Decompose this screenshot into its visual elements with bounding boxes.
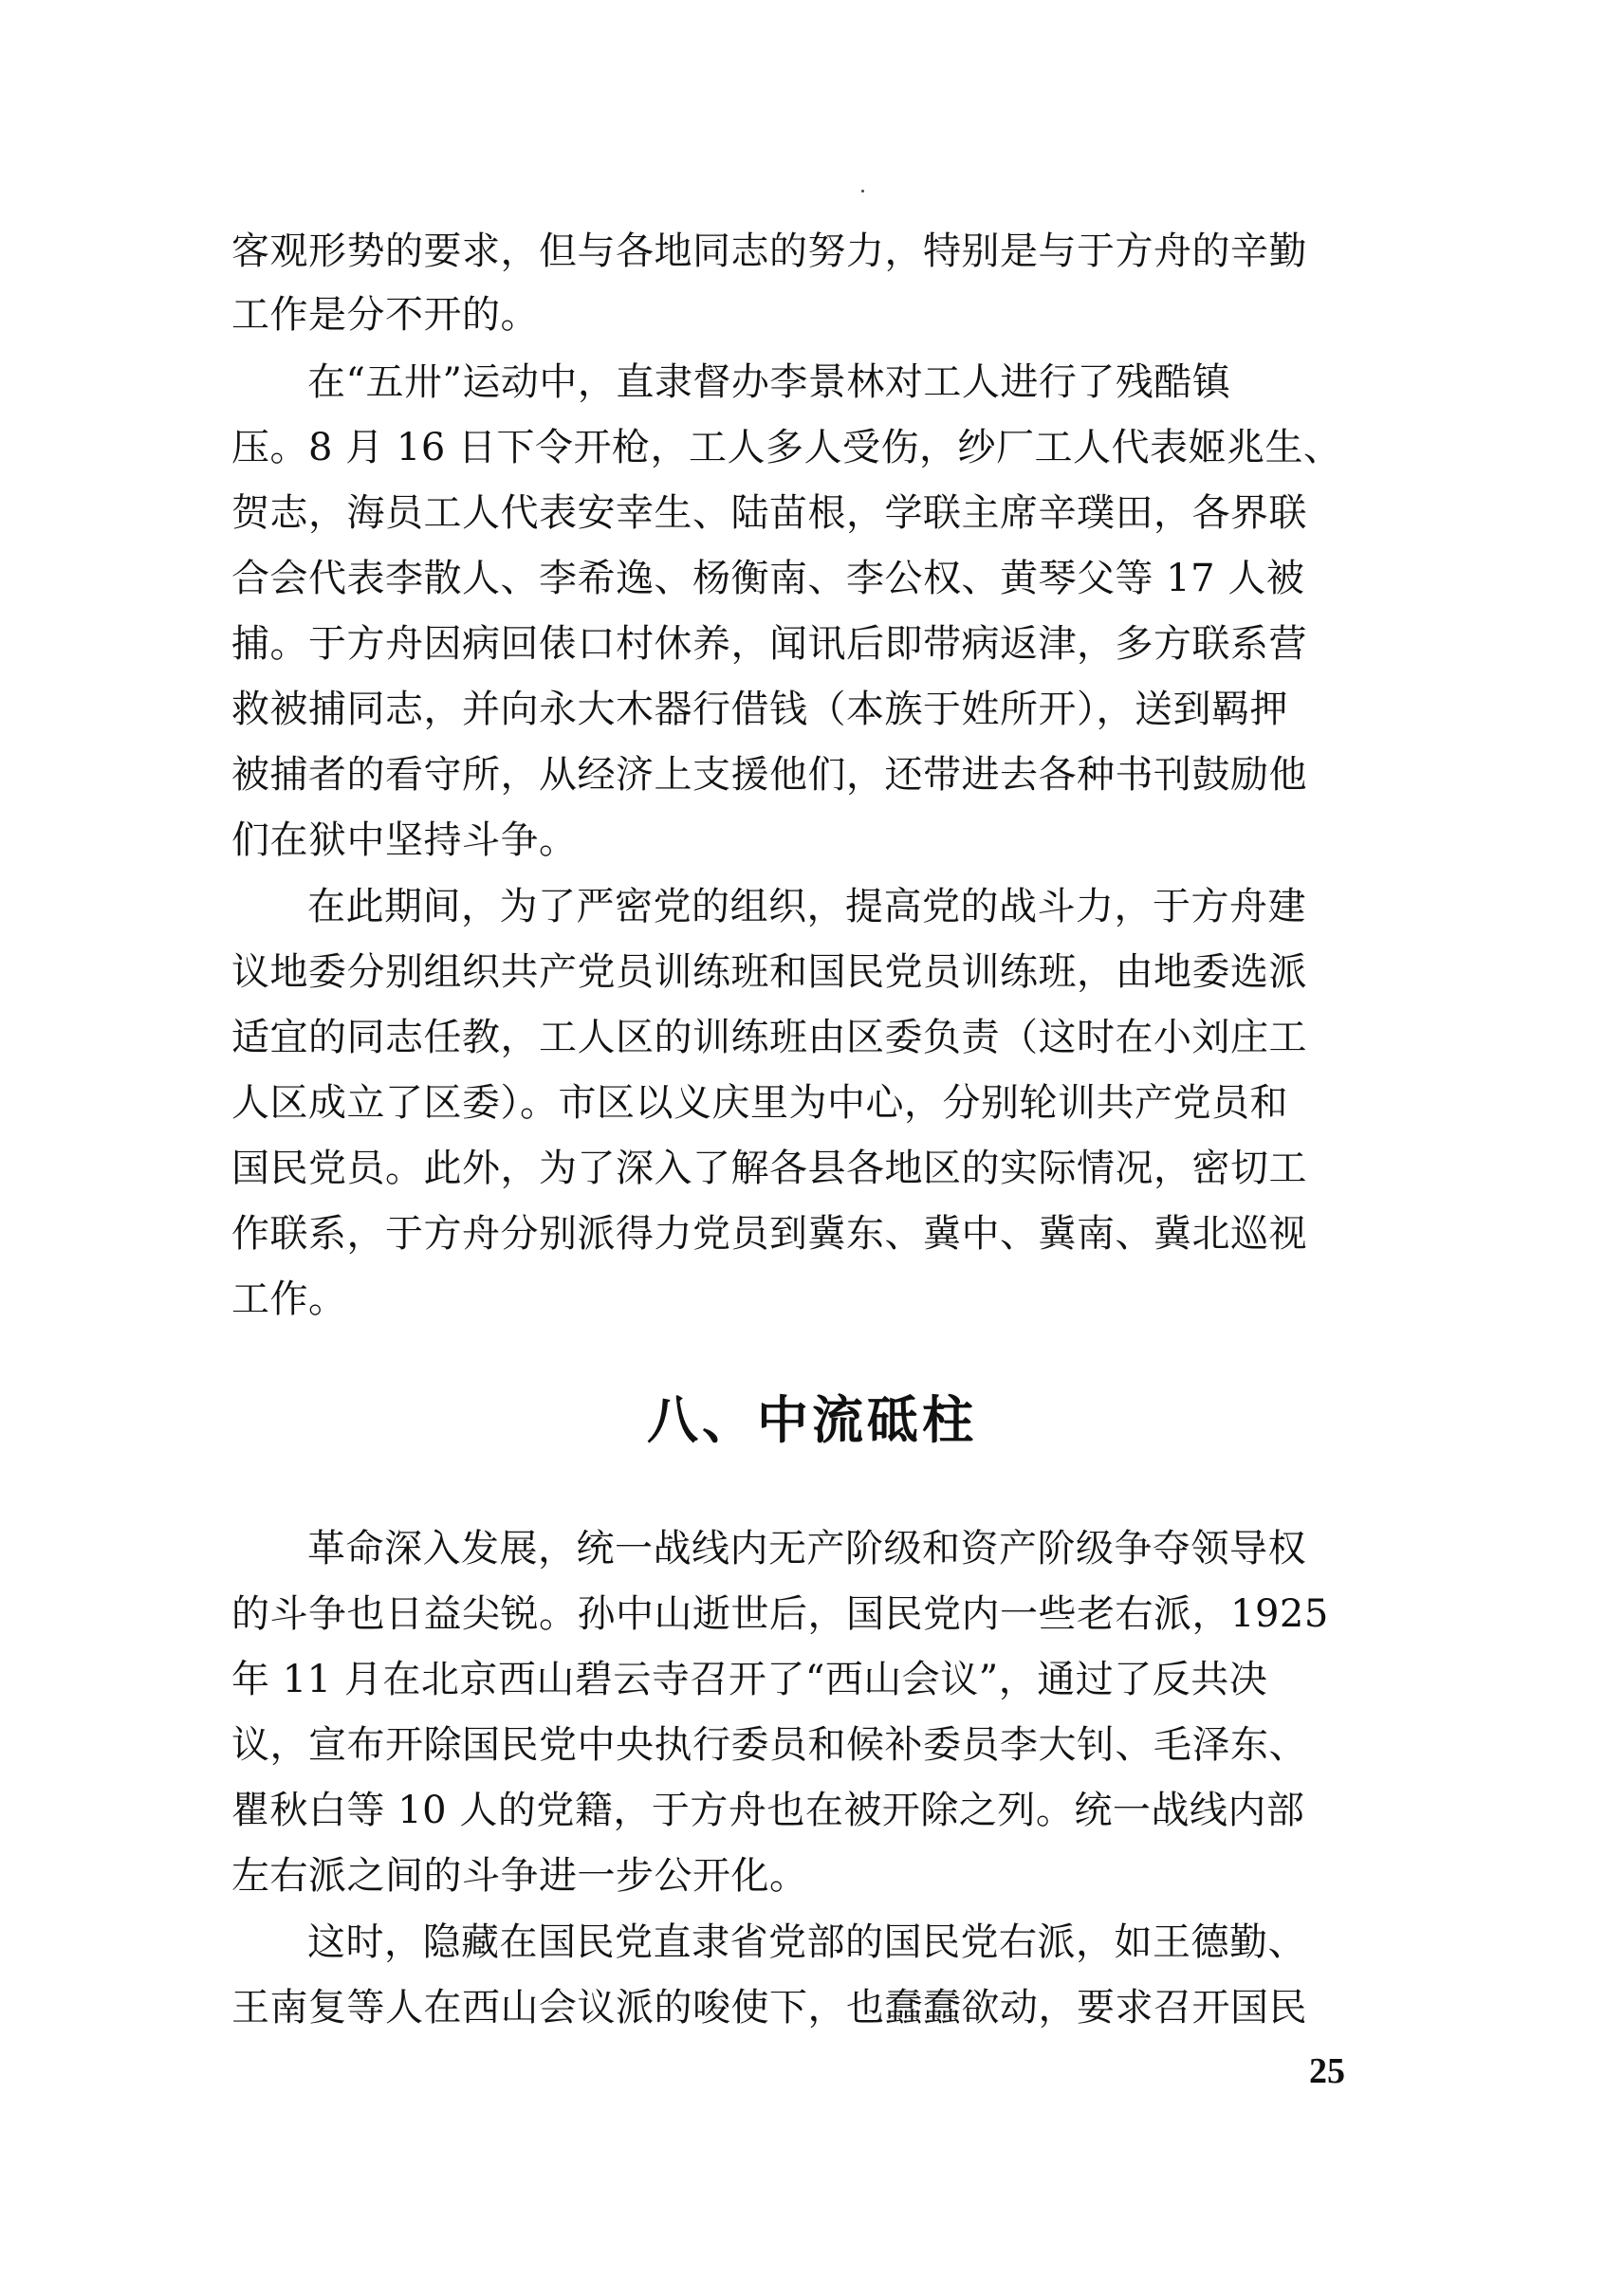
text-line: 人区成立了区委）。市区以义庆里为中心，分别轮训共产党员和 bbox=[231, 1081, 1288, 1125]
text-line: 救被捕同志，并向永大木器行借钱（本族于姓所开），送到羁押 bbox=[231, 688, 1288, 731]
text-line: 在“五卅”运动中，直隶督办李景林对工人进行了残酷镇 bbox=[307, 360, 1231, 404]
text-line: 年 11 月在北京西山碧云寺召开了“西山会议”，通过了反共决 bbox=[231, 1658, 1268, 1701]
text-line: 捕。于方舟因病回俵口村休养，闻讯后即带病返津，多方联系营 bbox=[231, 622, 1307, 666]
text-line: 们在狱中坚持斗争。 bbox=[231, 818, 578, 862]
text-line: 国民党员。此外，为了深入了解各县各地区的实际情况，密切工 bbox=[231, 1147, 1307, 1190]
text-line: 合会代表李散人、李希逸、杨衡南、李公权、黄琴父等 17 人被 bbox=[231, 557, 1305, 600]
text-line: 这时，隐藏在国民党直隶省党部的国民党右派，如王德勤、 bbox=[307, 1920, 1306, 1964]
text-line: 客观形势的要求，但与各地同志的努力，特别是与于方舟的辛勤 bbox=[231, 230, 1307, 273]
text-line: 革命深入发展，统一战线内无产阶级和资产阶级争夺领导权 bbox=[307, 1527, 1306, 1570]
text-line: 作联系，于方舟分别派得力党员到冀东、冀中、冀南、冀北巡视 bbox=[231, 1212, 1307, 1256]
text-line: 工作。 bbox=[231, 1277, 347, 1321]
text-line: 被捕者的看守所，从经济上支援他们，还带进去各种书刊鼓励他 bbox=[231, 753, 1307, 797]
text-line: 王南复等人在西山会议派的唆使下，也蠢蠢欲动，要求召开国民 bbox=[231, 1986, 1307, 2030]
text-line: 在此期间，为了严密党的组织，提高党的战斗力，于方舟建 bbox=[307, 885, 1306, 928]
text-line: 适宜的同志任教，工人区的训练班由区委负责（这时在小刘庄工 bbox=[231, 1016, 1307, 1059]
text-line: 贺志，海员工人代表安幸生、陆苗根，学联主席辛璞田，各界联 bbox=[231, 491, 1307, 535]
text-line: 压。8 月 16 日下令开枪，工人多人受伤，纱厂工人代表姬兆生、 bbox=[231, 426, 1342, 469]
section-heading: 八、中流砥柱 bbox=[647, 1389, 977, 1450]
text-line: 工作是分不开的。 bbox=[231, 293, 539, 337]
text-line: 的斗争也日益尖锐。孙中山逝世后，国民党内一些老右派，1925 bbox=[231, 1592, 1329, 1636]
text-line: 瞿秋白等 10 人的党籍，于方舟也在被开除之列。统一战线内部 bbox=[231, 1789, 1305, 1832]
page-number: 25 bbox=[1309, 2051, 1345, 2091]
text-line: 议地委分别组织共产党员训练班和国民党员训练班，由地委选派 bbox=[231, 950, 1307, 994]
text-line: 议，宣布开除国民党中央执行委员和候补委员李大钊、毛泽东、 bbox=[231, 1723, 1307, 1767]
scan-speck bbox=[861, 190, 864, 193]
text-line: 左右派之间的斗争进一步公开化。 bbox=[231, 1854, 808, 1898]
